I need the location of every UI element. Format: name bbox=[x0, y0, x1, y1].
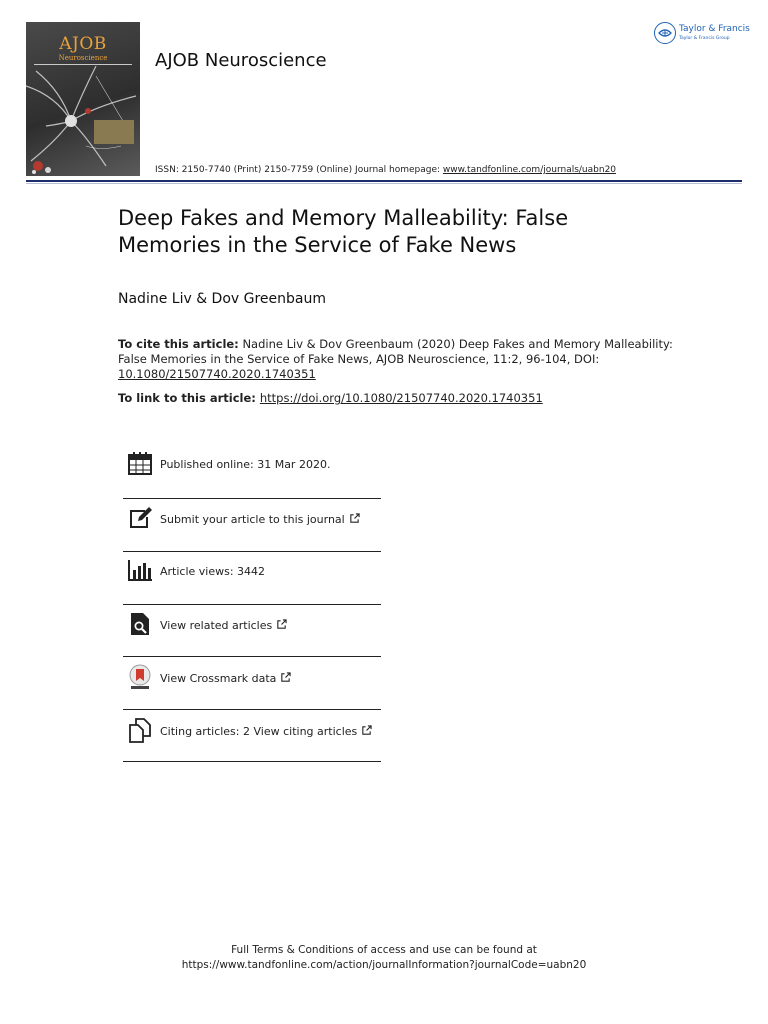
article-views-row bbox=[123, 553, 381, 593]
journal-homepage-link[interactable]: www.tandfonline.com/journals/uabn20 bbox=[442, 165, 617, 175]
article-title-line-2: Memories in the Service of Fake News bbox=[118, 233, 517, 257]
header-rule bbox=[26, 180, 742, 182]
article-views-text: Article views: 3442 bbox=[160, 565, 266, 578]
cover-divider bbox=[34, 64, 132, 65]
footer-terms bbox=[0, 943, 768, 973]
external-link-icon bbox=[361, 725, 372, 736]
footer-line-1: Full Terms & Conditions of access and use can be found at bbox=[231, 944, 537, 956]
journal-name: AJOB Neuroscience bbox=[155, 50, 327, 71]
citing-articles-row[interactable] bbox=[123, 713, 381, 753]
article-title-line-1: Deep Fakes and Memory Malleability: False bbox=[118, 206, 569, 230]
crossmark-link[interactable] bbox=[160, 672, 291, 685]
bar-chart-icon bbox=[127, 557, 153, 583]
edit-icon bbox=[127, 505, 153, 531]
external-link-icon bbox=[349, 513, 360, 524]
row-divider bbox=[123, 604, 381, 605]
row-divider bbox=[123, 551, 381, 552]
related-articles-icon bbox=[127, 611, 153, 637]
issn-line bbox=[155, 165, 616, 175]
submit-article-label: Submit your article to this journal bbox=[160, 513, 345, 526]
publisher-name: Taylor & Francis bbox=[679, 24, 750, 34]
citation-label: To cite this article: bbox=[118, 337, 239, 351]
citing-articles-label: Citing articles: 2 View citing articles bbox=[160, 725, 358, 738]
related-articles-link[interactable] bbox=[160, 619, 287, 632]
external-link-icon bbox=[280, 672, 291, 683]
related-articles-label: View related articles bbox=[160, 619, 273, 632]
crossmark-label: View Crossmark data bbox=[160, 672, 277, 685]
published-online-text: Published online: 31 Mar 2020. bbox=[160, 458, 331, 471]
published-online-row bbox=[123, 446, 381, 486]
header-rule-shadow bbox=[26, 183, 742, 184]
article-link-label: To link to this article: bbox=[118, 391, 256, 405]
citation-text: Nadine Liv & Dov Greenbaum (2020) Deep Fakes and Memory Malleability: False Memories in the Service of Fake News, AJOB Neuroscience, 11:2, 96-104, DOI: bbox=[118, 337, 673, 366]
citation-block bbox=[118, 337, 678, 382]
crossmark-row[interactable] bbox=[123, 660, 381, 700]
row-divider bbox=[123, 709, 381, 710]
related-articles-row[interactable] bbox=[123, 607, 381, 647]
journal-cover-image bbox=[26, 22, 140, 176]
issn-text: ISSN: 2150-7740 (Print) 2150-7759 (Online) Journal homepage: bbox=[155, 165, 443, 175]
article-authors: Nadine Liv & Dov Greenbaum bbox=[118, 291, 327, 307]
article-doi-link[interactable]: https://doi.org/10.1080/21507740.2020.1740351 bbox=[259, 391, 543, 405]
submit-article-link[interactable] bbox=[160, 513, 360, 526]
citing-articles-icon bbox=[127, 717, 153, 743]
calendar-icon bbox=[127, 450, 153, 476]
crossmark-icon bbox=[127, 664, 153, 690]
citation-doi-link[interactable]: 10.1080/21507740.2020.1740351 bbox=[118, 367, 316, 381]
article-link-line bbox=[118, 391, 543, 405]
row-divider bbox=[123, 498, 381, 499]
taylor-francis-logo-icon bbox=[654, 22, 676, 44]
cover-subtitle: Neuroscience bbox=[58, 54, 108, 62]
cover-title: AJOB bbox=[59, 34, 107, 54]
footer-terms-link[interactable]: https://www.tandfonline.com/action/journalInformation?journalCode=uabn20 bbox=[181, 959, 587, 971]
citing-articles-link[interactable] bbox=[160, 725, 372, 738]
cover-issue-label bbox=[94, 120, 134, 144]
submit-article-row[interactable] bbox=[123, 501, 381, 541]
publisher-logo[interactable] bbox=[654, 22, 750, 48]
external-link-icon bbox=[276, 619, 287, 630]
article-title bbox=[118, 205, 678, 259]
publisher-group: Taylor & Francis Group bbox=[679, 36, 730, 41]
row-divider bbox=[123, 656, 381, 657]
row-divider bbox=[123, 761, 381, 762]
